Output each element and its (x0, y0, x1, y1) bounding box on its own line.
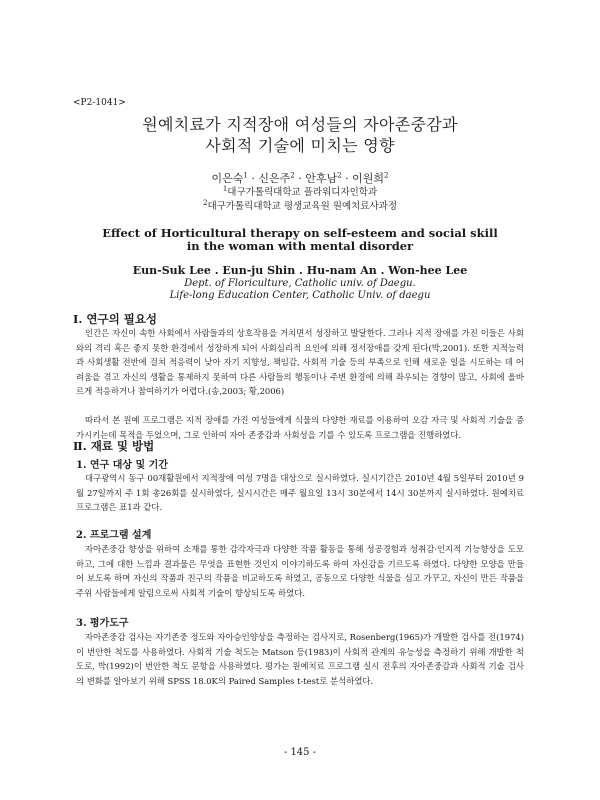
affiliation-2-text: 대구가톨릭대학교 평생교육원 원예치료사과정 (207, 201, 398, 212)
english-title-line-2: in the woman with mental disorder (186, 239, 414, 253)
affiliation-1-text: 대구가톨릭대학교 플라워디자인학과 (227, 187, 378, 198)
author-1: 이은숙 (211, 172, 244, 185)
author-1-sup: 1 (243, 171, 248, 180)
author-4: 이원희 (352, 172, 384, 185)
document-id: <P2-1041> (73, 98, 126, 108)
subsection-2-2-paragraph: 자아존중감 향상을 위하여 소재를 통한 감각자극과 다양한 작품 활동을 통해 성공경험과 성취감·인지적 기능향상을 도모하고, 그에 대한 느낌과 결과물은 무엇을 표현한 것인지 이야기하도록 하여 자신감을 기르도록 하였다. 다양한 모양을 만들어 보도록 하며 자신의 작품과 친구의 작품을 비교하도록 하였고, 공동으로 다양한 식물을 심고 가꾸고, 자신이 만든 작품을 주위 사람들에게 알림으로써 사회적 기술이 향상되도록 하였다. (76, 544, 524, 598)
korean-title-line-1: 원예치료가 지적장애 여성들의 자아존중감과 (142, 115, 458, 134)
korean-affiliation-1 (0, 184, 600, 198)
author-sep: · (341, 172, 353, 185)
author-2-sup: 2 (290, 171, 295, 180)
subsection-2-1-paragraph: 대구광역시 동구 00재활원에서 지적장애 여성 7명을 대상으로 실시하였다. 실시기간은 2010년 4월 5일부터 2010년 9월 27일까지 주 1회 총26회를 실시하였다, 실시시간은 매주 월요일 13시 30분에서 14시 30분까지 실시하였다. 원예치료 프로그램은 표1과 같다. (76, 473, 524, 512)
author-3-sup: 2 (337, 171, 342, 180)
section-1-paragraph-1: 인간은 자신이 속한 사회에서 사람들과의 상호작용을 거치면서 성장하고 발달한다. 그러나 지적 장애를 가진 이들은 사회와의 격리 혹은 좋지 못한 환경에서 성장하게 되어 사회심리적 요인에 의해 정서장애를 갖게 된다(박,2001). 또한 지적능력과 사회생활 전반에 걸쳐 적응력이 낮아 자기 지향성, 책임감, 사회적 기술 등의 부족으로 인해 새로운 일을 시도하는 데 어려움을 겪고 자신의 생활을 통제하지 못하여 다른 사람들의 행동이나 주변 환경에 의해 좌우되는 경향이 많고, 사회에 올바르게 적응하거나 참여하기가 어렵다.(송,2003; 황,2006) (76, 328, 524, 396)
subsection-2-2-heading: 2. 프로그램 설계 (76, 530, 152, 541)
author-4-sup: 2 (384, 171, 389, 180)
author-3: 안후남 (305, 172, 338, 185)
section-1-paragraph-2: 따라서 본 원예 프로그램은 지적 장애를 가진 여성들에게 식물의 다양한 재료를 이용하여 오감 자극 및 사회적 기술을 증가시키는데 목적을 두었으며, 그로 인하여 자아 존중감과 사회성을 기를 수 있도록 프로그램을 진행하였다. (76, 415, 524, 440)
author-sep: · (294, 172, 306, 185)
affiliation-2-sup: 2 (202, 198, 208, 207)
english-authors: Eun-Suk Lee . Eun-ju Shin . Hu-nam An . Won-hee Lee (132, 264, 468, 277)
korean-affiliation-2 (0, 198, 600, 212)
section-1-heading: Ⅰ. 연구의 필요성 (73, 312, 158, 326)
subsection-2-3-heading: 3. 평가도구 (76, 618, 129, 629)
english-affiliation-2: Life-long Education Center, Catholic Univ. of daegu (169, 290, 431, 301)
english-title-line-1: Effect of Horticultural therapy on self-esteem and social skill (102, 226, 498, 240)
subsection-2-3-paragraph: 자아존중감 검사는 자기존중 정도와 자아승인양상을 측정하는 검사지로, Rosenberg(1965)가 개발한 검사를 전(1974)이 번안한 척도를 사용하였다. 사회적 기술 척도는 Matson 등(1983)이 사회적 관계의 유능성을 측정하기 위해 개발한 척도로, 박(1992)이 번안한 척도 문항을 사용하였다. 평가는 원예치료 프로그램 실시 전후의 자아존중감과 사회적 기술 검사의 변화를 알아보기 위해 SPSS 18.0K의 Paired Samples t-test로 분석하였다. (76, 632, 524, 686)
affiliation-1-sup: 1 (222, 184, 228, 193)
english-affiliation-1: Dept. of Floriculture, Catholic univ. of Daegu. (184, 278, 416, 289)
subsection-2-1-heading: 1. 연구 대상 및 기간 (76, 460, 168, 471)
author-2: 신은주 (258, 172, 291, 185)
section-2-heading: Ⅱ. 재료 및 방법 (73, 439, 155, 453)
author-sep: · (247, 172, 259, 185)
korean-title-line-2: 사회적 기술에 미치는 영향 (205, 136, 395, 155)
page-number: - 145 - (283, 747, 317, 758)
